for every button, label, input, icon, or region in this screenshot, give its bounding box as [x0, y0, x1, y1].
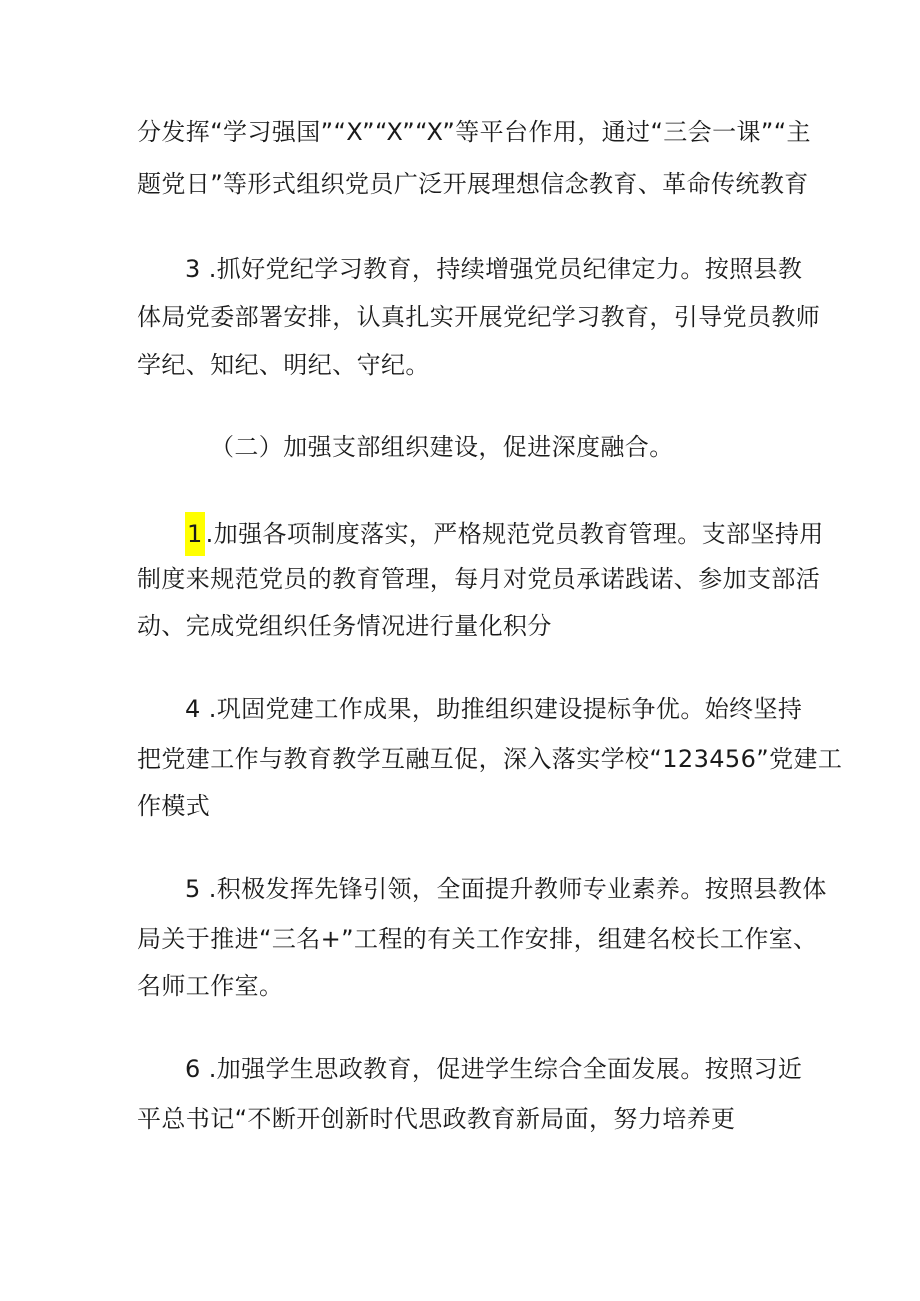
paragraph-6-line-1: 6 .加强学生思政教育，促进学生综合全面发展。按照习近 — [185, 1055, 803, 1083]
paragraph-3-line-1 — [185, 512, 824, 556]
paragraph-5-line-2: 局关于推进“三名+”工程的有关工作安排，组建名校长工作室、 — [137, 925, 818, 953]
highlighted-number: 1 — [185, 512, 205, 556]
paragraph-1-line-2: 题党日”等形式组织党员广泛开展理想信念教育、革命传统教育 — [137, 170, 809, 198]
paragraph-1-line-1: 分发挥“学习强国”“X”“X”“X”等平台作用，通过“三会一课”“主 — [137, 118, 811, 146]
paragraph-4-line-3: 作模式 — [137, 792, 211, 820]
paragraph-5-line-3: 名师工作室。 — [137, 972, 284, 1000]
paragraph-2-line-1: 3 .抓好党纪学习教育，持续增强党员纪律定力。按照县教 — [185, 255, 803, 283]
paragraph-6-line-2: 平总书记“不断开创新时代思政教育新局面，努力培养更 — [137, 1105, 736, 1133]
paragraph-4-line-2: 把党建工作与教育教学互融互促，深入落实学校“123456”党建工 — [137, 745, 843, 773]
paragraph-4-line-1: 4 .巩固党建工作成果，助推组织建设提标争优。始终坚持 — [185, 695, 803, 723]
paragraph-5-line-1: 5 .积极发挥先锋引领，全面提升教师专业素养。按照县教体 — [185, 875, 827, 903]
paragraph-3-line-2: 制度来规范党员的教育管理，每月对党员承诺践诺、参加支部活 — [137, 565, 821, 593]
paragraph-3-line-1-text: .加强各项制度落实，严格规范党员教育管理。支部坚持用 — [205, 520, 824, 548]
section-heading: （二）加强支部组织建设，促进深度融合。 — [210, 433, 674, 461]
paragraph-3-line-3: 动、完成党组织任务情况进行量化积分 — [137, 612, 552, 640]
paragraph-2-line-3: 学纪、知纪、明纪、守纪。 — [137, 351, 430, 379]
paragraph-2-line-2: 体局党委部署安排，认真扎实开展党纪学习教育，引导党员教师 — [137, 303, 821, 331]
